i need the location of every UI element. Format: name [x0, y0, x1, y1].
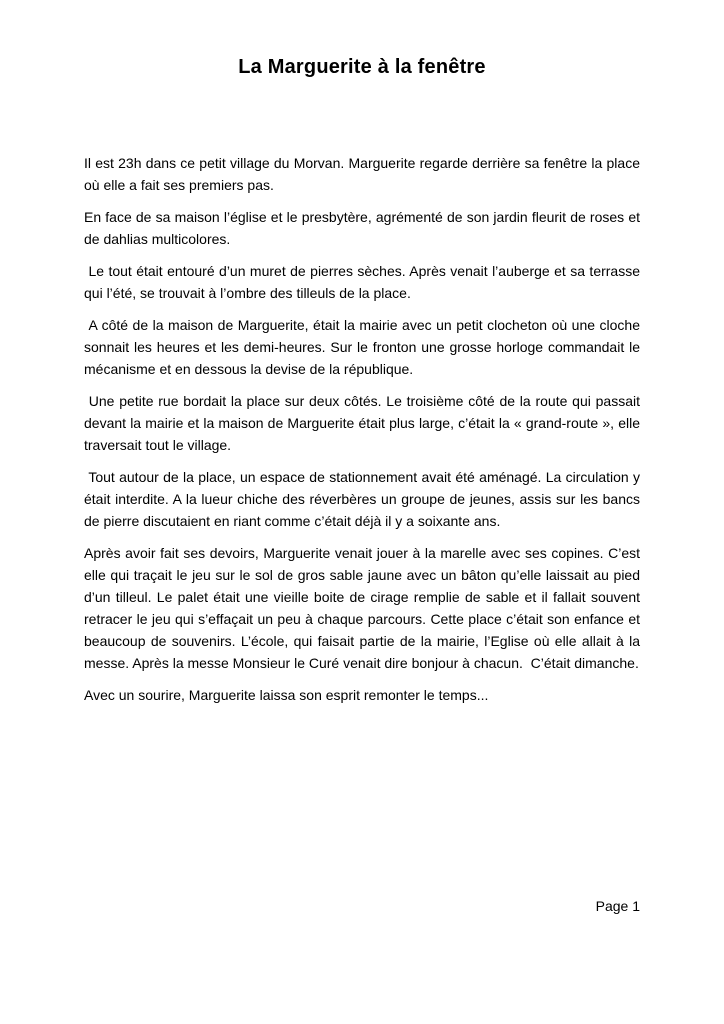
paragraph: Une petite rue bordait la place sur deux côtés. Le troisième côté de la route qui passait devant la mairie et la maison de Marguerite était plus large, c’était la « grand-route », elle traversait tout le village.	[84, 393, 644, 453]
page-number: Page 1	[595, 898, 640, 914]
paragraph: Après avoir fait ses devoirs, Marguerite venait jouer à la marelle avec ses copines. C’est elle qui traçait le jeu sur le sol de gros sable jaune avec un bâton qu’elle laissait au pied d’un tilleul. Le palet était une vieille boite de cirage remplie de sable et il fallait souvent retracer le jeu qui s’effaçait un peu à chaque parcours. Cette place c’était son enfance et beaucoup de souvenirs. L’école, qui faisait partie de la mairie, l’Eglise où elle allait à la messe. Après la messe Monsieur le Curé venait dire bonjour à chacun. C’était dimanche.	[84, 545, 644, 671]
paragraph: Il est 23h dans ce petit village du Morvan. Marguerite regarde derrière sa fenêtre la place où elle a fait ses premiers pas.	[84, 155, 644, 193]
paragraph: Le tout était entouré d’un muret de pierres sèches. Après venait l’auberge et sa terrasse qui l’été, se trouvait à l’ombre des tilleuls de la place.	[84, 263, 644, 301]
paragraph: A côté de la maison de Marguerite, était la mairie avec un petit clocheton où une cloche sonnait les heures et les demi-heures. Sur le fronton une grosse horloge commandait le mécanisme et en dessous la devise de la république.	[84, 317, 644, 377]
document-title: La Marguerite à la fenêtre	[238, 56, 486, 79]
paragraph: En face de sa maison l’église et le presbytère, agrémenté de son jardin fleurit de roses et de dahlias multicolores.	[84, 209, 644, 247]
paragraph: Avec un sourire, Marguerite laissa son esprit remonter le temps...	[84, 687, 489, 703]
document-body	[84, 152, 644, 716]
paragraph: Tout autour de la place, un espace de stationnement avait été aménagé. La circulation y était interdite. A la lueur chiche des réverbères un groupe de jeunes, assis sur les bancs de pierre discutaient en riant comme c’était déjà il y a soixante ans.	[84, 469, 644, 529]
